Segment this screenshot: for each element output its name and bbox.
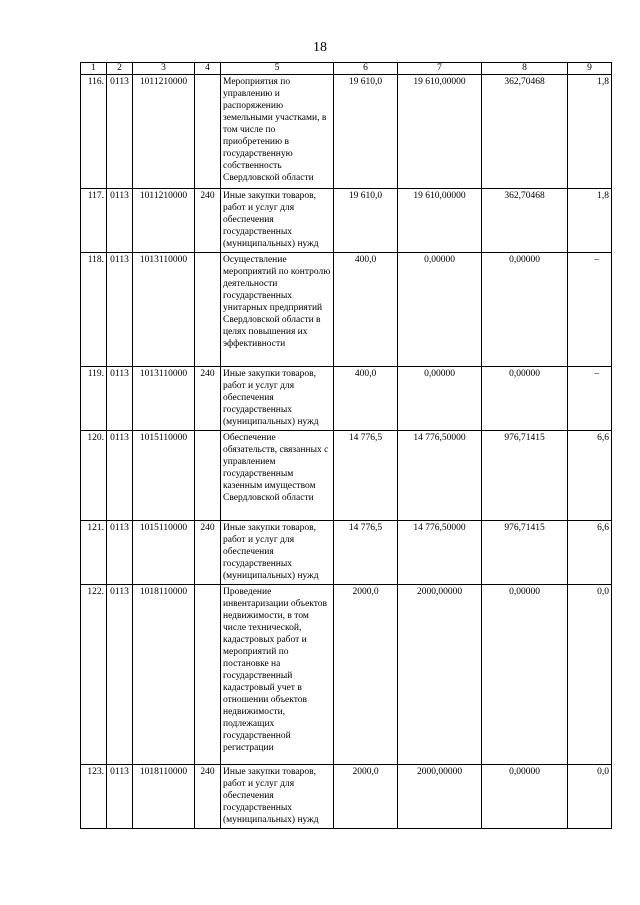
- item-name: Иные закупки товаров, работ и услуг для обеспечения государственных (муниципальных) нужд: [221, 765, 334, 829]
- approved-amount: 19 610,00000: [398, 189, 482, 253]
- section-code: 0113: [107, 253, 133, 367]
- row-number: 119.: [81, 367, 107, 431]
- section-code: 0113: [107, 521, 133, 585]
- table-row: [81, 367, 612, 431]
- expense-type-code: 240: [195, 765, 221, 829]
- table-row: [81, 521, 612, 585]
- target-code: 1015110000: [133, 521, 195, 585]
- approved-amount: 19 610,00000: [398, 75, 482, 189]
- section-code: 0113: [107, 367, 133, 431]
- column-header: 3: [133, 63, 195, 75]
- approved-amount: 2000,00000: [398, 585, 482, 765]
- execution-percent: 6,6: [568, 431, 612, 521]
- table-row: [81, 75, 612, 189]
- section-code: 0113: [107, 75, 133, 189]
- execution-percent: 1,8: [568, 75, 612, 189]
- item-name: Иные закупки товаров, работ и услуг для обеспечения государственных (муниципальных) нужд: [221, 521, 334, 585]
- expense-type-code: [195, 253, 221, 367]
- target-code: 1013110000: [133, 253, 195, 367]
- plan-amount: 14 776,5: [334, 521, 398, 585]
- item-name: Иные закупки товаров, работ и услуг для обеспечения государственных (муниципальных) нужд: [221, 189, 334, 253]
- plan-amount: 400,0: [334, 367, 398, 431]
- executed-amount: 0,00000: [482, 367, 568, 431]
- item-name: Мероприятия по управлению и распоряжению земельными участками, в том числе по приобретению в государственную собственность Свердловской области: [221, 75, 334, 189]
- row-number: 118.: [81, 253, 107, 367]
- plan-amount: 19 610,0: [334, 75, 398, 189]
- page-number: 18: [313, 40, 327, 55]
- target-code: 1011210000: [133, 75, 195, 189]
- target-code: 1013110000: [133, 367, 195, 431]
- plan-amount: 2000,0: [334, 585, 398, 765]
- target-code: 1015110000: [133, 431, 195, 521]
- expense-type-code: 240: [195, 521, 221, 585]
- column-header: 8: [482, 63, 568, 75]
- table-row: [81, 585, 612, 765]
- target-code: 1018110000: [133, 765, 195, 829]
- expense-type-code: [195, 75, 221, 189]
- table-row: [81, 189, 612, 253]
- execution-percent: –: [568, 367, 612, 431]
- executed-amount: 0,00000: [482, 585, 568, 765]
- plan-amount: 19 610,0: [334, 189, 398, 253]
- item-name: Проведение инвентаризации объектов недвижимости, в том числе технической, кадастровых работ и мероприятий по постановке на государственный кадастровый учет в отношении объектов недвижимости, подлежащих государственной регистрации: [221, 585, 334, 765]
- row-number: 121.: [81, 521, 107, 585]
- executed-amount: 362,70468: [482, 189, 568, 253]
- plan-amount: 14 776,5: [334, 431, 398, 521]
- plan-amount: 400,0: [334, 253, 398, 367]
- row-number: 123.: [81, 765, 107, 829]
- budget-table: [80, 62, 612, 829]
- execution-percent: 1,8: [568, 189, 612, 253]
- row-number: 117.: [81, 189, 107, 253]
- executed-amount: 0,00000: [482, 253, 568, 367]
- table-row: [81, 765, 612, 829]
- target-code: 1011210000: [133, 189, 195, 253]
- item-name: Осуществление мероприятий по контролю деятельности государственных унитарных предприятий Свердловской области в целях повышения их эффективности: [221, 253, 334, 367]
- column-header: 7: [398, 63, 482, 75]
- approved-amount: 14 776,50000: [398, 431, 482, 521]
- table-header-row: [81, 63, 612, 75]
- expense-type-code: [195, 431, 221, 521]
- expense-type-code: [195, 585, 221, 765]
- expense-type-code: 240: [195, 367, 221, 431]
- executed-amount: 362,70468: [482, 75, 568, 189]
- column-header: 4: [195, 63, 221, 75]
- target-code: 1018110000: [133, 585, 195, 765]
- row-number: 122.: [81, 585, 107, 765]
- approved-amount: 2000,00000: [398, 765, 482, 829]
- execution-percent: –: [568, 253, 612, 367]
- column-header: 9: [568, 63, 612, 75]
- row-number: 116.: [81, 75, 107, 189]
- column-header: 2: [107, 63, 133, 75]
- execution-percent: 6,6: [568, 521, 612, 585]
- column-header: 5: [221, 63, 334, 75]
- section-code: 0113: [107, 189, 133, 253]
- section-code: 0113: [107, 431, 133, 521]
- column-header: 1: [81, 63, 107, 75]
- execution-percent: 0,0: [568, 585, 612, 765]
- executed-amount: 0,00000: [482, 765, 568, 829]
- plan-amount: 2000,0: [334, 765, 398, 829]
- table-row: [81, 253, 612, 367]
- row-number: 120.: [81, 431, 107, 521]
- approved-amount: 0,00000: [398, 253, 482, 367]
- section-code: 0113: [107, 765, 133, 829]
- execution-percent: 0,0: [568, 765, 612, 829]
- executed-amount: 976,71415: [482, 431, 568, 521]
- expense-type-code: 240: [195, 189, 221, 253]
- approved-amount: 14 776,50000: [398, 521, 482, 585]
- section-code: 0113: [107, 585, 133, 765]
- item-name: Иные закупки товаров, работ и услуг для обеспечения государственных (муниципальных) нужд: [221, 367, 334, 431]
- item-name: Обеспечение обязательств, связанных с управлением государственным казенным имуществом Свердловской области: [221, 431, 334, 521]
- executed-amount: 976,71415: [482, 521, 568, 585]
- approved-amount: 0,00000: [398, 367, 482, 431]
- column-header: 6: [334, 63, 398, 75]
- table-row: [81, 431, 612, 521]
